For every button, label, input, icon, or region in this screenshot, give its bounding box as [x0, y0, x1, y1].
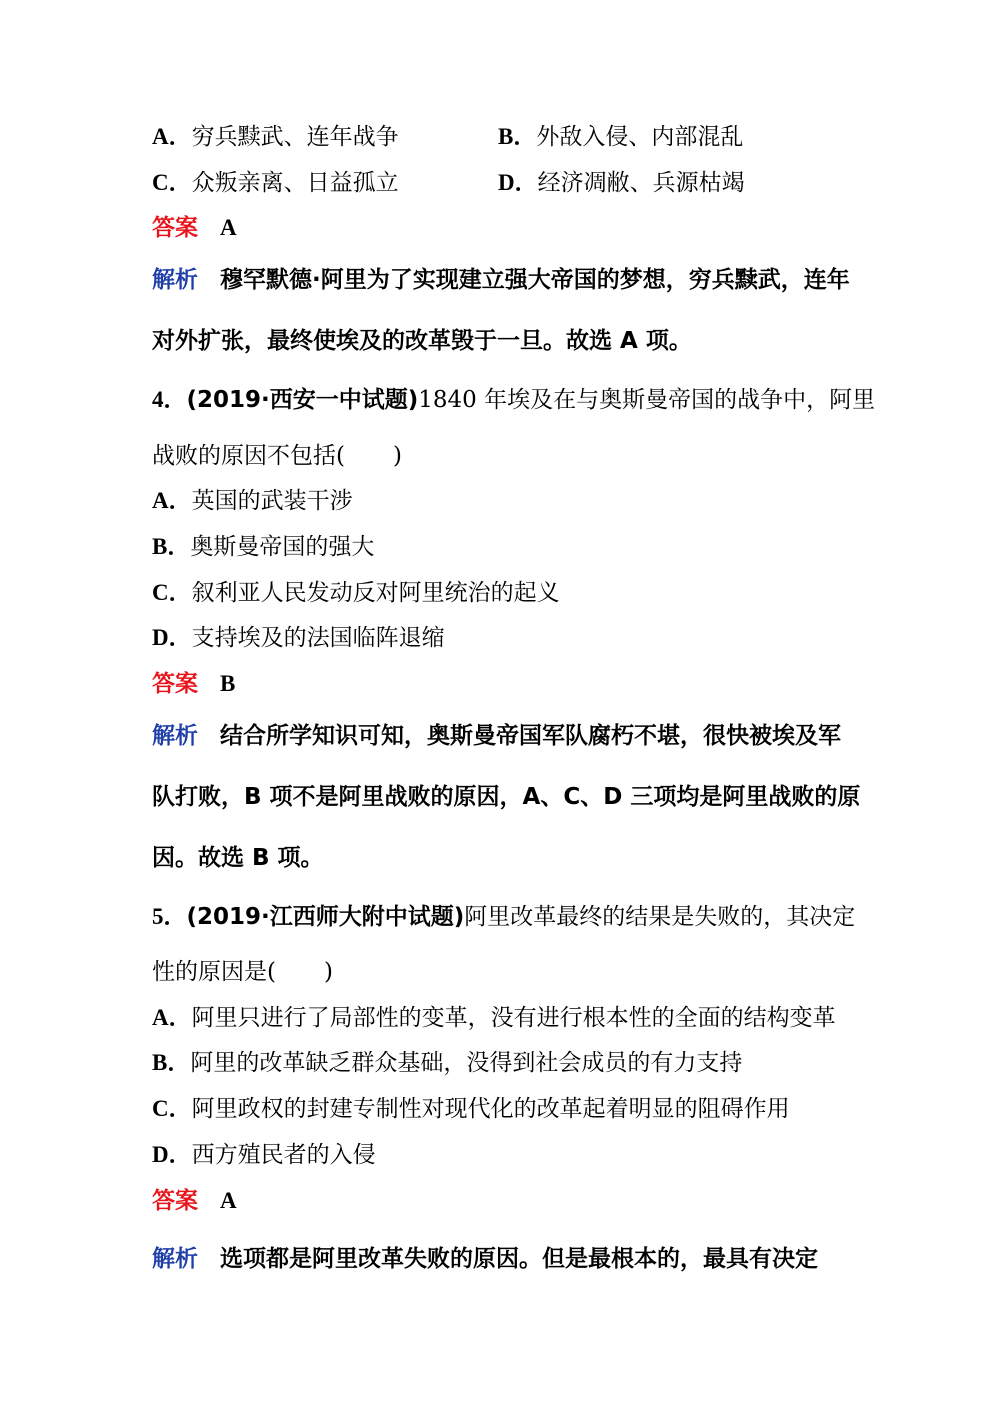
answer-label: 答案: [152, 671, 198, 697]
option-text: 阿里政权的封建专制性对现代化的改革起着明显的阻碍作用: [191, 1096, 790, 1122]
q5-stem-line-1: [152, 902, 855, 932]
q3-option-a: [152, 122, 399, 152]
q3-answer: [152, 213, 237, 243]
q5-option-b: [152, 1048, 742, 1078]
option-label: C．: [152, 1096, 192, 1121]
option-text: 外敌入侵、内部混乱: [536, 124, 744, 150]
answer-label: 答案: [152, 215, 198, 241]
question-number: 4．: [152, 387, 187, 412]
option-text: 叙利亚人民发动反对阿里统治的起义: [191, 580, 560, 606]
question-source: (2019·江西师大附中试题): [186, 904, 465, 930]
question-stem: 阿里改革最终的结果是失败的，其决定: [464, 904, 856, 930]
option-text: 阿里的改革缺乏群众基础，没得到社会成员的有力支持: [190, 1050, 743, 1076]
explanation-text: 因。故选 B 项。: [152, 845, 324, 871]
option-label: A．: [152, 124, 192, 149]
q4-stem-line-1: [152, 385, 875, 415]
q4-explanation-line-2: [152, 782, 860, 812]
q4-stem-line-2: [152, 441, 402, 471]
question-number: 5．: [152, 904, 187, 929]
q3-explanation-line-1: [152, 265, 850, 295]
explanation-text: 结合所学知识可知，奥斯曼帝国军队腐朽不堪，很快被埃及军: [220, 723, 841, 749]
question-stem: 性的原因是(: [152, 959, 276, 985]
answer-value: A: [220, 215, 237, 240]
option-label: D．: [152, 625, 192, 650]
answer-value: B: [220, 671, 236, 696]
q5-option-d: [152, 1140, 376, 1170]
q4-option-b: [152, 532, 374, 562]
q3-option-c: [152, 168, 399, 198]
q4-option-c: [152, 578, 560, 608]
question-source: (2019·西安一中试题): [186, 387, 419, 413]
q3-explanation-line-2: [152, 326, 692, 356]
q5-answer: [152, 1186, 237, 1216]
option-text: 奥斯曼帝国的强大: [190, 534, 375, 560]
option-label: C．: [152, 170, 192, 195]
option-label: B．: [498, 124, 537, 149]
option-label: D．: [152, 1142, 192, 1167]
q3-option-d: [498, 168, 745, 198]
q5-option-c: [152, 1094, 790, 1124]
explanation-text: 对外扩张，最终使埃及的改革毁于一旦。故选 A 项。: [152, 328, 692, 354]
explanation-text: 选项都是阿里改革失败的原因。但是最根本的，最具有决定: [220, 1246, 818, 1272]
question-stem-close: ): [392, 443, 402, 469]
q5-explanation-line-1: [152, 1244, 818, 1274]
answer-label: 答案: [152, 1188, 198, 1214]
option-label: D．: [498, 170, 538, 195]
option-label: A．: [152, 488, 192, 513]
explanation-label: 解析: [152, 267, 198, 293]
option-label: A．: [152, 1005, 192, 1030]
q5-option-a: [152, 1003, 836, 1033]
option-text: 英国的武装干涉: [191, 488, 353, 514]
option-text: 穷兵黩武、连年战争: [191, 124, 399, 150]
q3-option-b: [498, 122, 743, 152]
question-stem-close: ): [323, 959, 333, 985]
explanation-label: 解析: [152, 1246, 198, 1272]
explanation-text: 队打败，B 项不是阿里战败的原因，A、C、D 三项均是阿里战败的原: [152, 784, 861, 810]
option-text: 阿里只进行了局部性的变革，没有进行根本性的全面的结构变革: [191, 1005, 836, 1031]
q4-answer: [152, 669, 235, 699]
q4-option-a: [152, 486, 353, 516]
option-text: 支持埃及的法国临阵退缩: [191, 625, 445, 651]
option-text: 西方殖民者的入侵: [191, 1142, 376, 1168]
question-stem: 1840 年埃及在与奥斯曼帝国的战争中，阿里: [418, 387, 876, 413]
option-text: 经济凋敝、兵源枯竭: [537, 170, 745, 196]
q5-stem-line-2: [152, 957, 333, 987]
answer-value: A: [220, 1188, 237, 1213]
option-label: C．: [152, 580, 192, 605]
option-label: B．: [152, 534, 191, 559]
question-stem: 战败的原因不包括(: [152, 443, 345, 469]
q4-option-d: [152, 623, 445, 653]
q4-explanation-line-1: [152, 721, 841, 751]
option-text: 众叛亲离、日益孤立: [191, 170, 399, 196]
explanation-text: 穆罕默德·阿里为了实现建立强大帝国的梦想，穷兵黩武，连年: [220, 267, 850, 293]
q4-explanation-line-3: [152, 843, 324, 873]
explanation-label: 解析: [152, 723, 198, 749]
option-label: B．: [152, 1050, 191, 1075]
